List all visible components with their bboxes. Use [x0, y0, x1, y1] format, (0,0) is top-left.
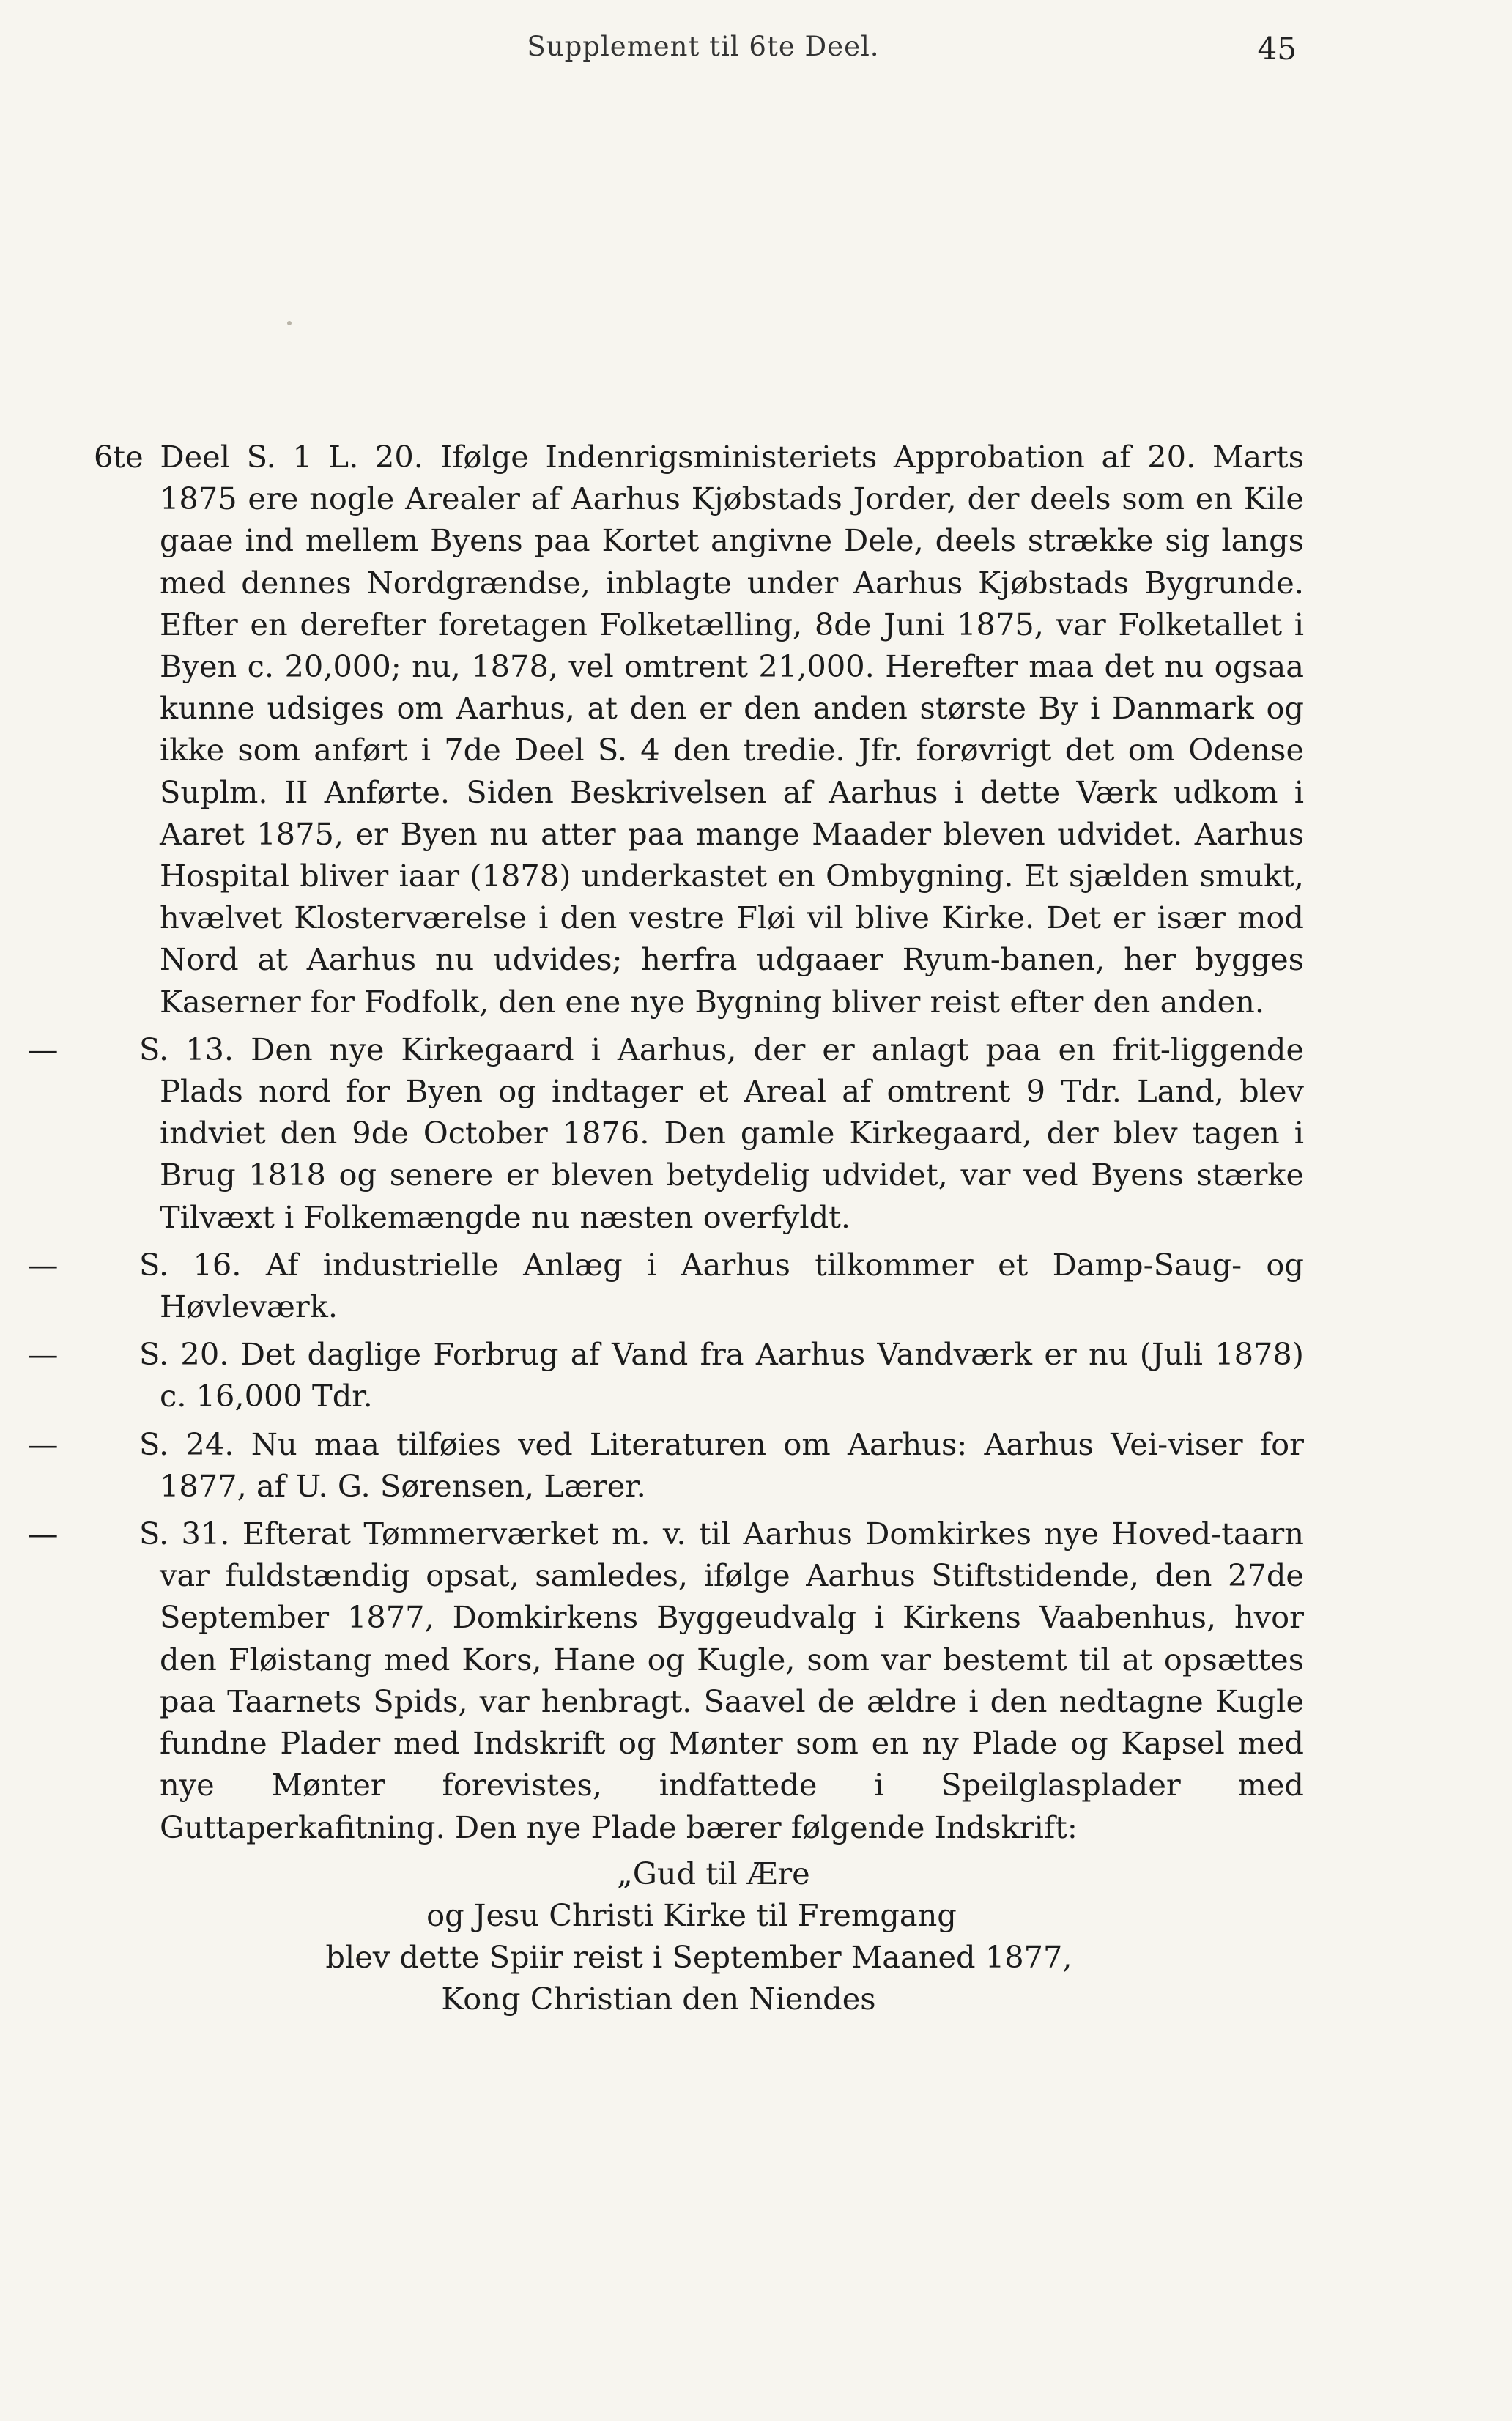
inscription-block	[94, 1853, 1304, 2020]
entry-s31	[28, 1513, 1304, 1848]
inscription-line: blev dette Spiir reist i September Maaned 1877,	[325, 1939, 1072, 1976]
entry-dash: —	[28, 1246, 59, 1283]
entry-label: S. 31.	[139, 1516, 230, 1552]
inscription-line: „Gud til Ære	[617, 1855, 810, 1891]
page-body	[28, 436, 1305, 2020]
page-number: 45	[1257, 31, 1297, 67]
entry-dash: —	[28, 1425, 59, 1462]
entry-s24	[28, 1423, 1304, 1507]
entry-text: Efterat Tømmerværket m. v. til Aarhus Domkirkes nye Hoved-taarn var fuldstændig opsat, samledes, ifølge Aarhus Stiftstidende, den 27de September 1877, Domkirkens Byggeudvalg i Kirkens Vaabenhus, hvor den Fløistang med Kors, Hane og Kugle, som var bestemt til at opsættes paa Taarnets Spids, var henbragt. Saavel de ældre i den nedtagne Kugle fundne Plader med Indskrift og Mønter som en ny Plade og Kapsel med nye Mønter forevistes, indfattede i Speilglasplader med Guttaperkafitning. Den nye Plade bærer følgende Indskrift:	[160, 1516, 1304, 1845]
entry-s20	[28, 1333, 1304, 1417]
entry-dash: —	[28, 1336, 59, 1373]
entry-label: S. 24.	[139, 1425, 234, 1462]
entry-label: 6te Deel S. 1 L. 20.	[94, 439, 423, 475]
entry-label: S. 13.	[139, 1031, 234, 1067]
inscription-line: og Jesu Christi Kirke til Fremgang	[426, 1897, 957, 1933]
entry-text: Den nye Kirkegaard i Aarhus, der er anlagt paa en frit-liggende Plads nord for Byen og indtager et Areal af omtrent 9 Tdr. Land, blev indviet den 9de October 1876. Den gamle Kirkegaard, der blev tagen i Brug 1818 og senere er bleven betydelig udvidet, var ved Byens stærke Tilvæxt i Folkemængde nu næsten overfyldt.	[160, 1031, 1305, 1235]
entry-label: S. 20.	[139, 1336, 229, 1373]
entry-label: S. 16.	[139, 1246, 242, 1283]
entry-s16	[28, 1244, 1304, 1327]
entry-text: Nu maa tilføies ved Literaturen om Aarhus: Aarhus Vei-viser for 1877, af U. G. Sørensen, Lærer.	[160, 1425, 1304, 1504]
paper-blemish	[287, 321, 292, 325]
header-title: Supplement til 6te Deel.	[527, 31, 880, 62]
entry-text: Ifølge Indenrigsministeriets Approbation af 20. Marts 1875 ere nogle Arealer af Aarhus Kjøbstads Jorder, der deels som en Kile gaae ind mellem Byens paa Kortet angivne Dele, deels strække sig langs med dennes Nordgrændse, inblagte under Aarhus Kjøbstads Bygrunde. Efter en derefter foretagen Folketælling, 8de Juni 1875, var Folketallet i Byen c. 20,000; nu, 1878, vel omtrent 21,000. Herefter maa det nu ogsaa kunne udsiges om Aarhus, at den er den anden største By i Danmark og ikke som anført i 7de Deel S. 4 den tredie. Jfr. forøvrigt det om Odense Suplm. II Anførte. Siden Beskrivelsen af Aarhus i dette Værk udkom i Aaret 1875, er Byen nu atter paa mange Maader bleven udvidet. Aarhus Hospital bliver iaar (1878) underkastet en Ombygning. Et sjælden smukt, hvælvet Klosterværelse i den vestre Fløi vil blive Kirke. Det er især mod Nord at Aarhus nu udvides; herfra udgaaer Ryum-banen, her bygges Kaserner for Fodfolk, den ene nye Bygning bliver reist efter den anden.	[160, 439, 1305, 1020]
entry-6te-deel	[94, 436, 1304, 1023]
inscription-line: Kong Christian den Niendes	[441, 1981, 876, 2017]
running-header	[110, 31, 1297, 75]
entry-text: Det daglige Forbrug af Vand fra Aarhus Vandværk er nu (Juli 1878) c. 16,000 Tdr.	[160, 1336, 1304, 1415]
entry-text: Af industrielle Anlæg i Aarhus tilkommer et Damp-Saug- og Høvleværk.	[160, 1246, 1304, 1325]
entry-dash: —	[28, 1031, 59, 1067]
entry-s13	[28, 1028, 1305, 1238]
entry-dash: —	[28, 1516, 59, 1552]
